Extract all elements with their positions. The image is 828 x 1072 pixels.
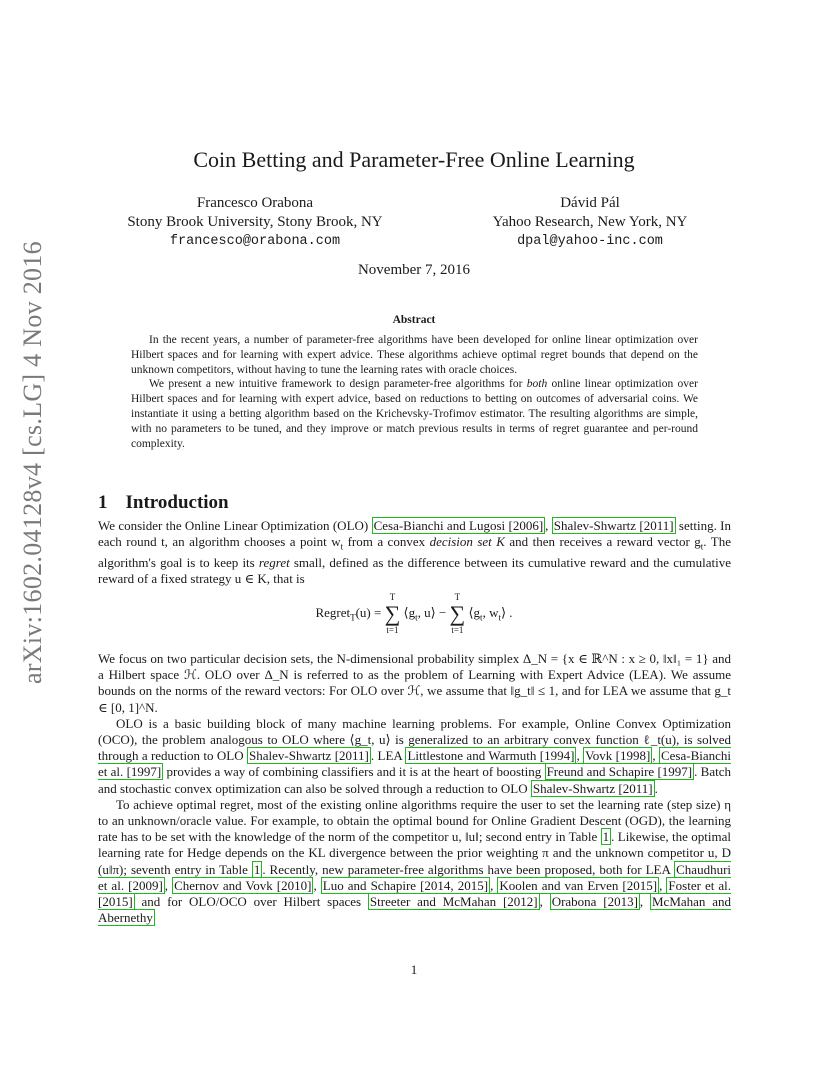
citation-link[interactable]: Shalev-Shwartz [2011]	[553, 518, 674, 533]
citation-link[interactable]: Shalev-Shwartz [2011]	[249, 748, 369, 764]
abstract-body	[131, 333, 698, 451]
paper-date: November 7, 2016	[357, 262, 471, 278]
citation-link[interactable]: Cesa-Bianchi et al. [1997]	[98, 748, 732, 780]
section-number: 1	[98, 492, 108, 513]
table-reference-link[interactable]: 1	[253, 861, 261, 877]
intro-paragraph-1: We consider the Online Linear Optimization (OLO) Cesa-Bianchi and Lugosi [2006] , Shalev-Shwartz [2011] setting. In each round t, an algorithm chooses a point $w_t$ from a convex decision set K and then receives a reward vector $g_t$. The algorithm's goal is to keep its regret small, defined as the difference between its cumulative reward and the cumulative reward of a fixed strategy u ∈ K, that is	[98, 518, 731, 587]
section-title: Introduction	[125, 492, 229, 513]
abstract-paragraph: In the recent years, a number of parameter-free algorithms have been developed for online linear optimization over Hilbert spaces and for learning with expert advice. These algorithms achieve optimal regret bounds that depend on the unknown competitors, without having to tune the learning rates with oracle choices.	[131, 334, 698, 376]
citation-link[interactable]: Shalev-Shwartz [2011]	[532, 780, 653, 796]
citation-link[interactable]: Freund and Schapire [1997]	[546, 764, 693, 780]
abstract-heading: Abstract	[392, 314, 436, 326]
author-block-2	[440, 194, 740, 251]
summation-symbol: T ∑ t=1	[384, 592, 401, 635]
citation-link[interactable]: Orabona [2013]	[551, 894, 638, 910]
regret-equation: Regret$_T$(u) = T ∑ t=1 $⟨g_t$, u⟩ − T ∑ t=1 $⟨g_t$, $w_t⟩$ .	[315, 592, 513, 635]
author-email[interactable]: dpal@yahoo-inc.com	[517, 234, 663, 249]
page-number: 1	[410, 962, 418, 977]
intro-paragraph-2: We focus on two particular decision sets, the N-dimensional probability simplex Δ_N = {x ∈ ℝ^N : x ≥ 0, ‖x‖₁ = 1} and a Hilbert space ℋ. OLO over Δ_N is referred to as the problem of Learning with Expert Advice (LEA). We assume bounds on the norms of the reward vectors: For OLO over ℋ, we assume that ‖g_t‖ ≤ 1, and for LEA we assume that g_t ∈ [0, 1]^N.	[98, 651, 731, 715]
citation-link[interactable]: Chernov and Vovk [2010]	[174, 877, 312, 893]
citation-link[interactable]: Luo and Schapire [2014, 2015]	[322, 877, 489, 893]
intro-paragraph-3: OLO is a basic building block of many machine learning problems. For example, Online Convex Optimization (OCO), the problem analogous to OLO where ⟨g_t, u⟩ is generalized to an arbitrary convex function ℓ_t(u), is solved through a reduction to OLO Shalev-Shwartz [2011] . LEA Littlestone and Warmuth [1994] , Vovk [1998] , Cesa-Bianchi et al. [1997] provides a way of combining classifiers and it is at the heart of boosting Freund and Schapire [1997] . Batch and stochastic convex optimization can also be solved through a reduction to OLO Shalev-Shwartz [2011] .	[98, 715, 732, 796]
table-reference-link[interactable]: 1	[602, 829, 610, 845]
author-affiliation: Yahoo Research, New York, NY	[492, 214, 688, 230]
intro-paragraph-4: To achieve optimal regret, most of the existing online algorithms require the user to set the learning rate (step size) η to an unknown/oracle value. For example, to obtain the optimal bound for Online Gradient Descent (OGD), the learning rate has to be set with the knowledge of the norm of the competitor u, ‖u‖; second entry in Table 1 . Likewise, the optimal learning rate for Hedge depends on the KL divergence between the prior weighting π and the unknown competitor u, D (u‖π); seventh entry in Table 1 . Recently, new parameter-free algorithms have been proposed, both for LEA Chaudhuri et al. [2009] , Chernov and Vovk [2010] , Luo and Schapire [2014, 2015] , Koolen and van Erven [2015] , Foster et al. [2015] and for OLO/OCO over Hilbert spaces Streeter and McMahan [2012] , Orabona [2013] , McMahan and Abernethy	[98, 796, 732, 926]
author-name: Francesco Orabona	[196, 195, 314, 211]
author-email[interactable]: francesco@orabona.com	[169, 234, 341, 249]
citation-link[interactable]: Littlestone and Warmuth [1994]	[407, 748, 575, 764]
author-affiliation: Stony Brook University, Stony Brook, NY	[127, 214, 383, 230]
abstract-paragraph: We present a new intuitive framework to design parameter-free algorithms for both online linear optimization over Hilbert spaces and for learning with expert advice, based on reductions to betting on outcomes of adversarial coins. We instantiate it using a betting algorithm based on the Krichevsky-Trofimov estimator. The resulting algorithms are simple, with no parameters to be tuned, and they improve or match previous results in terms of regret guarantee and per-round complexity.	[131, 378, 698, 450]
citation-link[interactable]: Chaudhuri et al. [2009]	[98, 861, 732, 893]
citation-link[interactable]: Koolen and van Erven [2015]	[499, 877, 658, 893]
author-block-1	[110, 194, 400, 251]
paper-title: Coin Betting and Parameter-Free Online Learning	[193, 147, 635, 172]
summation-symbol: T ∑ t=1	[449, 592, 466, 635]
citation-link[interactable]: Foster et al. [2015]	[98, 877, 732, 910]
arxiv-identifier: arXiv:1602.04128v4 [cs.LG] 4 Nov 2016	[18, 241, 47, 684]
section-heading	[98, 492, 229, 514]
citation-link[interactable]: McMahan and Abernethy	[98, 894, 731, 926]
citation-link[interactable]: Vovk [1998]	[585, 748, 651, 764]
intro-paragraphs	[98, 651, 731, 926]
citation-link[interactable]: Streeter and McMahan [2012]	[369, 894, 538, 910]
author-name: Dávid Pál	[560, 195, 620, 211]
citation-link[interactable]: Cesa-Bianchi and Lugosi [2006]	[373, 518, 544, 533]
